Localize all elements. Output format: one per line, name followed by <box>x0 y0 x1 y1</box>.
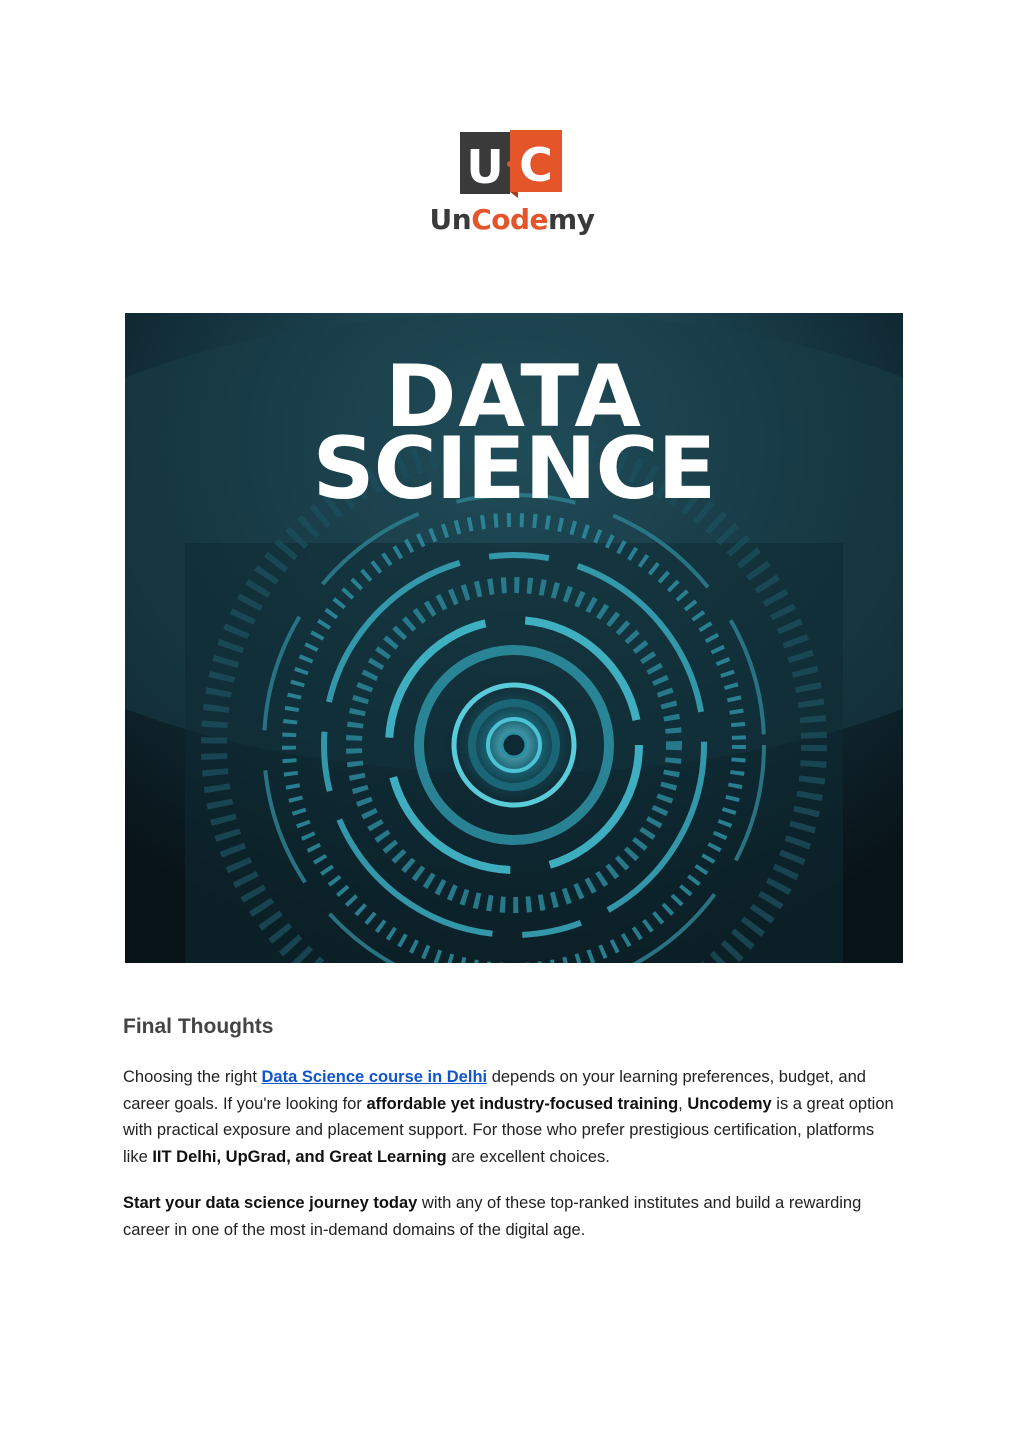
section-heading: Final Thoughts <box>123 1015 274 1038</box>
paragraph-1 <box>123 1064 903 1170</box>
mark-letter-c: C <box>519 138 553 192</box>
p1-text-4: is a great option with practical exposure and placement support. For those who prefer prestigious certification, platforms like <box>123 1094 894 1166</box>
uncodemy-logo <box>426 128 598 240</box>
uc-mark <box>426 128 598 198</box>
p2-bold-1: Start your data science journey today <box>123 1194 418 1213</box>
article-content <box>123 1010 903 1264</box>
wordmark-my: my <box>548 203 595 236</box>
wordmark-code: Code <box>471 203 549 236</box>
paragraph-2 <box>123 1190 903 1243</box>
p1-text-3: , <box>678 1094 688 1113</box>
p1-bold-1: affordable yet industry-focused training <box>366 1094 679 1113</box>
p1-bold-2: Uncodemy <box>687 1094 772 1113</box>
hero-title-line-2: SCIENCE <box>312 419 716 519</box>
p1-text-5: are excellent choices. <box>446 1147 610 1166</box>
p1-text-2: depends on your learning preferences, budget, and career goals. If you're looking for <box>123 1068 866 1113</box>
p2-text-1: with any of these top-ranked institutes and build a rewarding career in one of the most in-demand domains of the digital age. <box>123 1194 862 1239</box>
wordmark-un: Un <box>429 203 472 236</box>
hero-title <box>125 347 903 519</box>
p1-bold-3: IIT Delhi, UpGrad, and Great Learning <box>152 1147 447 1166</box>
data-science-hero-image <box>125 313 903 963</box>
data-science-course-link[interactable]: Data Science course in Delhi <box>261 1068 488 1086</box>
p1-text-1: Choosing the right <box>123 1068 262 1086</box>
mark-letter-u: U <box>466 140 504 194</box>
hero-title-line-1: DATA <box>385 347 643 447</box>
logo-wordmark <box>426 202 598 238</box>
